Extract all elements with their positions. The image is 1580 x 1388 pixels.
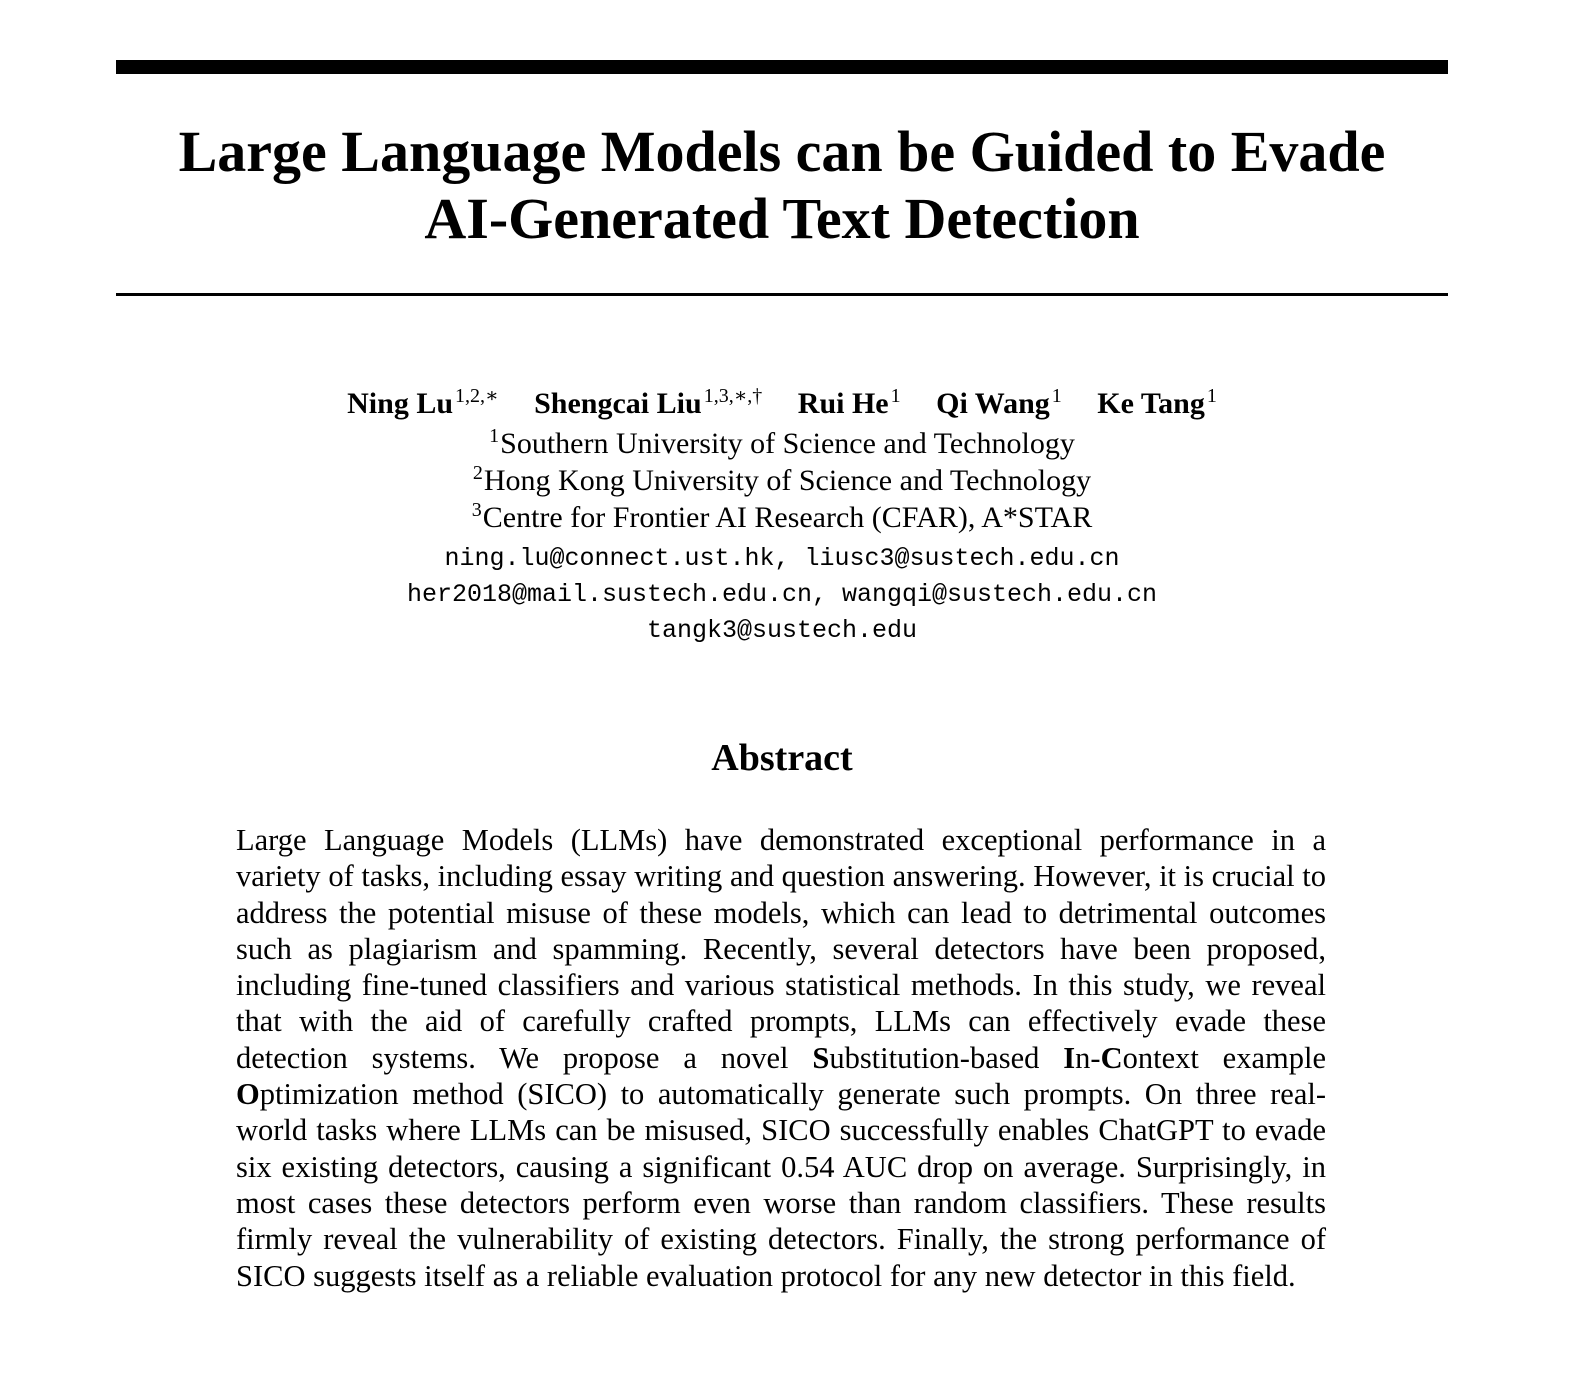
abstract-part: Large Language Models (LLMs) have demonstrated exceptional performance in a variety of tasks, including essay writing and question answering. However, it is crucial to address the potential misuse of these models, which can lead to detrimental outcomes such as plagiarism and spamming. Recently, several detectors have been proposed, including fine-tuned classifiers and various statistical methods. In this study, we reveal that with the aid of carefully crafted prompts, LLMs can effectively evade these detection systems. We propose a novel [236,823,1326,1075]
email-line: tangk3@sustech.edu [646,616,918,645]
author-name: Qi Wang [936,387,1050,420]
author-name: Rui He [797,387,889,420]
paper-title [116,118,1448,252]
email-line: her2018@mail.sustech.edu.cn, wangqi@sustech.edu.cn [406,580,1158,609]
abstract-part: ubstitution-based [829,1040,1064,1075]
title-line-2: AI-Generated Text Detection [424,186,1140,251]
author-rui-he [798,387,901,420]
affiliation-list [116,425,1448,536]
author-name: Ning Lu [347,387,454,420]
author-name: Ke Tang [1097,387,1205,420]
acronym-letter: O [236,1077,260,1112]
author-marks: 1 [1206,385,1217,407]
author-ke-tang [1097,387,1217,420]
abstract-heading: Abstract [711,737,853,779]
affiliation-mark: 1 [489,425,500,447]
affiliation-1 [116,425,1448,462]
author-shengcai-liu [534,387,762,420]
author-marks: 1 [890,385,901,407]
email-list [116,541,1448,649]
title-line-1: Large Language Models can be Guided to Evade [178,119,1386,184]
acronym-letter: I [1063,1040,1076,1075]
author-qi-wang [936,387,1062,420]
title-bottom-rule [116,293,1448,296]
affiliation-2 [116,462,1448,499]
email-line: ning.lu@connect.ust.hk, liusc3@sustech.edu.cn [444,544,1120,573]
affiliation-name: Southern University of Science and Technology [500,427,1075,460]
affiliation-name: Centre for Frontier AI Research (CFAR), A*STAR [482,501,1093,534]
top-rule [116,60,1448,74]
affiliation-name: Hong Kong University of Science and Technology [483,464,1092,497]
abstract-text [236,822,1326,1294]
affiliation-mark: 2 [472,462,483,484]
author-marks: 1,2,∗ [455,385,499,407]
author-marks: 1,3,∗,† [703,385,763,407]
abstract-part: n- [1075,1040,1101,1075]
affiliation-mark: 3 [471,499,482,521]
author-ning-lu [347,387,498,420]
abstract-part: ptimization method (SICO) to automatically generate such prompts. On three real-world tasks where LLMs can be misused, SICO successfully enables ChatGPT to evade six existing detectors, causing a significant 0.54 AUC drop on average. Surprisingly, in most cases these detectors perform even worse than random classifiers. These results firmly reveal the vulnerability of existing detectors. Finally, the strong performance of SICO suggests itself as a reliable evaluation protocol for any new detector in this field. [236,1077,1326,1293]
abstract-part: ontext example [1122,1040,1326,1075]
acronym-letter: S [812,1040,830,1075]
author-marks: 1 [1051,385,1062,407]
acronym-letter: C [1100,1040,1123,1075]
author-name: Shengcai Liu [534,387,702,420]
affiliation-3 [116,499,1448,536]
author-list [116,385,1448,423]
